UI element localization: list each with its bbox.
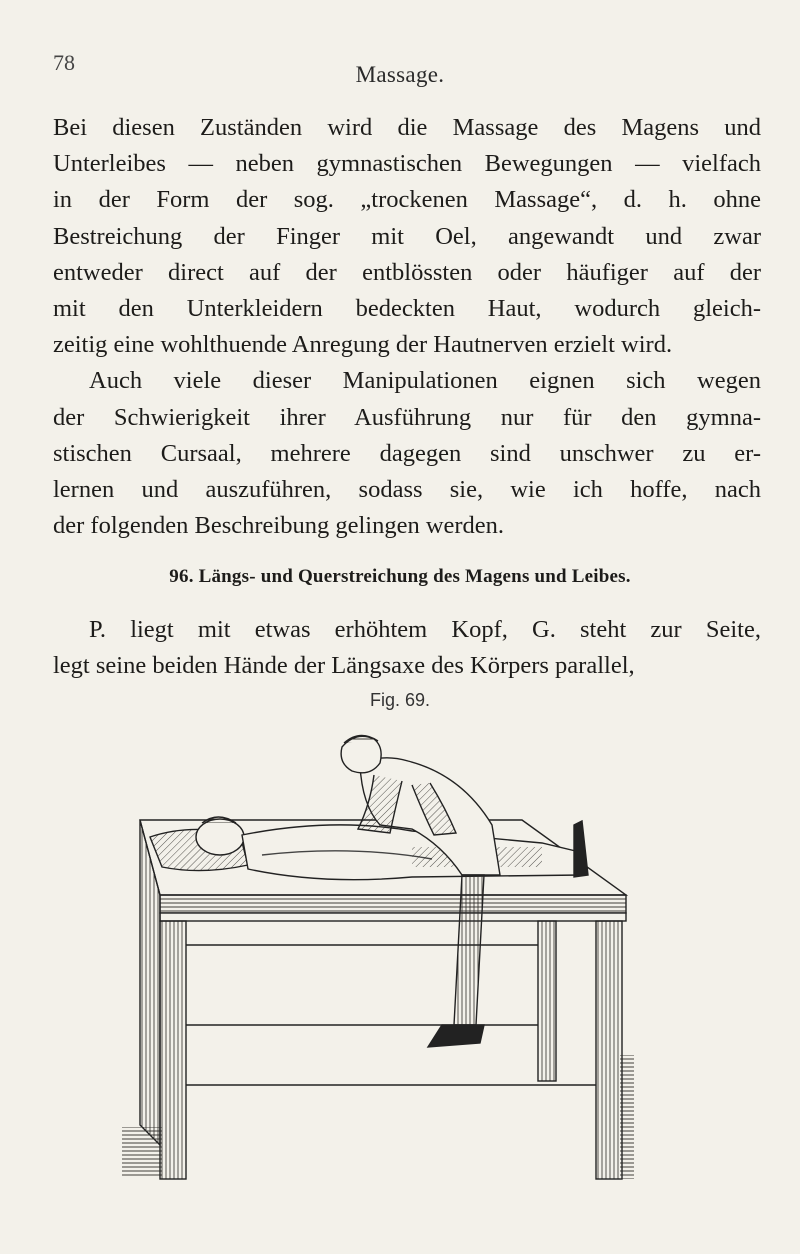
text-line: der folgenden Beschreibung gelingen werden. xyxy=(53,512,505,540)
text-line: Auch viele dieser Manipulationen eignen sich wegen xyxy=(89,367,761,395)
text-line: legt seine beiden Hände der Längsaxe des Körpers parallel, xyxy=(53,652,635,680)
paragraph-instruction xyxy=(53,612,761,684)
text-line: entweder direct auf der entblössten oder häufiger auf der xyxy=(53,258,761,286)
paragraph-intro xyxy=(53,110,761,544)
figure-caption: Fig. 69. xyxy=(369,690,431,710)
text-line: P. liegt mit etwas erhöhtem Kopf, G. steht zur Seite, xyxy=(89,616,761,643)
text-line: zeitig eine wohlthuende Anregung der Hautnerven erzielt wird. xyxy=(53,331,673,359)
text-line: Bestreichung der Finger mit Oel, angewandt und zwar xyxy=(53,222,761,250)
massage-illustration xyxy=(112,725,642,1195)
text-line: Bei diesen Zuständen wird die Massage des Magens und xyxy=(53,114,761,141)
running-head: Massage. xyxy=(355,62,445,87)
text-line: stischen Cursaal, mehrere dagegen sind unschwer zu er- xyxy=(53,439,761,467)
text-line: Unterleibes — neben gymnastischen Bewegungen — vielfach xyxy=(53,150,761,178)
text-line: mit den Unterkleidern bedeckten Haut, wodurch gleich- xyxy=(53,294,761,322)
text-line: in der Form der sog. „trockenen Massage“, d. h. ohne xyxy=(53,186,761,214)
text-line: der Schwierigkeit ihrer Ausführung nur für den gymna- xyxy=(53,403,761,431)
text-line: lernen und auszuführen, sodass sie, wie ich hoffe, nach xyxy=(53,475,761,503)
page-number: 78 xyxy=(53,50,75,75)
section-heading: 96. Längs- und Querstreichung des Magens und Leibes. xyxy=(169,566,631,587)
